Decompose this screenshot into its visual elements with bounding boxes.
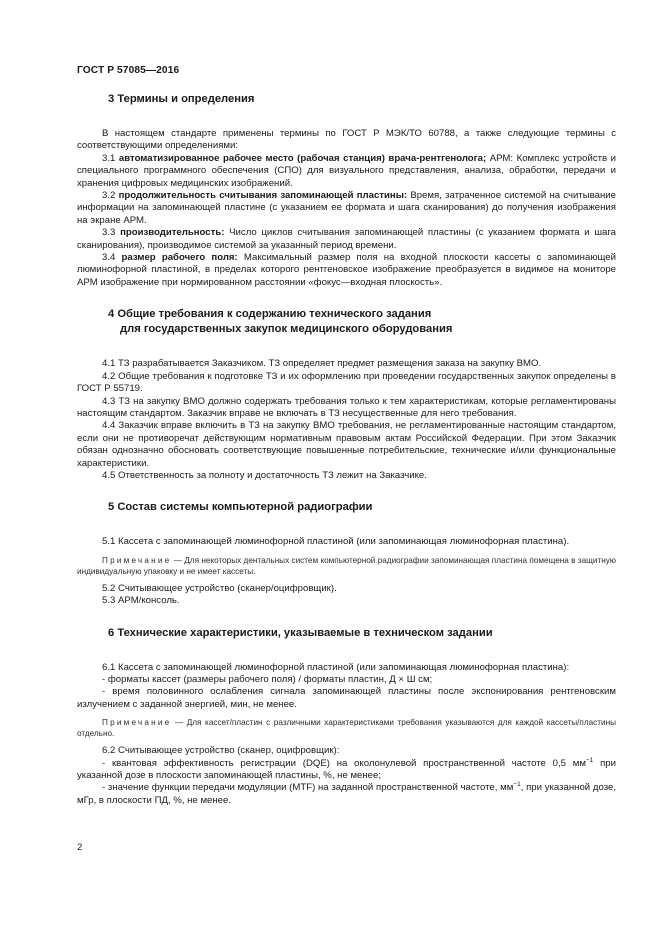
paragraph-4-3: 4.3 ТЗ на закупку ВМО должно содержать требования только к тем характеристикам, которые регламентированы настоящим стандартом. Заказчик вправе не включать в ТЗ несущественные для него требования. [77,395,616,419]
paragraph-5-3: 5.3 АРМ/консоль. [102,595,180,607]
section-5-title: 5 Состав системы компьютерной радиографии [108,501,373,514]
paragraph-4-5: 4.5 Ответственность за полноту и достаточность ТЗ лежит на Заказчике. [102,469,427,481]
list-item-6-2-mtf: - значение функции передачи модуляции (MTF) на заданной пространственной частоте, $мм^{-1}$, при указанной дозе, мГр, в плоскости ПД, %, не менее. [77,781,616,806]
paragraph-6-2: 6.2 Считывающее устройство (сканер, оцифровщик): [102,745,340,757]
page-number: 2 [77,842,83,853]
paragraph-4-1: 4.1 ТЗ разрабатывается Заказчиком. ТЗ определяет предмет размещения заказа на закупку ВМО. [102,358,542,370]
section-4-title: 4 Общие требования к содержанию технического задания для государственных закупок медицинского оборудования [108,308,453,336]
paragraph-5-1: 5.1 Кассета с запоминающей люминофорной пластиной (или запоминающая люминофорная пластина). [102,536,570,548]
paragraph-5-2: 5.2 Считывающее устройство (сканер/оцифровщик). [102,582,337,594]
paragraph-4-2: 4.2 Общие требования к подготовке ТЗ и их оформлению при проведении государственных закупок определены в ГОСТ Р 55719. [77,370,616,395]
list-item-6-1-halftime: - время половинного ослабления сигнала запоминающей пластины после экспонирования рентгеновским излучением с заданной энергией, мин, не менее. [77,686,616,710]
note-5: Примечание — Для некоторых дентальных систем компьютерной радиографии запоминающая пластина помещена в защитную индивидуальную упаковку и не имеет кассеты. [77,555,616,576]
term-3-3: 3.3 производительность: Число циклов считывания запоминающей пластины (с указанием формата и шага сканирования), производимое системой за указанный период времени. [77,227,616,251]
term-3-4: 3.4 размер рабочего поля: Максимальный размер поля на входной плоскости кассеты с запоминающей люминофорной пластиной, в пределах которого рентгеновское изображение преобразуется в видимое на мониторе АРМ изображение при нормированном расстоянии «фокус—входная плоскость». [77,252,616,288]
note-label: Примечание [102,718,172,728]
list-item-6-2-dqe: - квантовая эффективность регистрации (DQE) на околонулевой пространственной частоте 0,5 $мм^{-1}$ при указанной дозе в плоскости запоминающей пластины, %, не менее; [77,756,616,781]
section-3-title: 3 Термины и определения [108,93,255,105]
document-header: ГОСТ Р 57085—2016 [77,65,180,76]
term-3-1: 3.1 автоматизированное рабочее место (рабочая станция) врача-рентгенолога; АРМ: Комплекс устройств и специального программного обеспечения (СПО) для визуального представления, анализа, обработки, передачи и хранения цифровых медицинских изображений. [77,152,617,189]
paragraph-4-4: 4.4 Заказчик вправе включить в ТЗ на закупку ВМО требования, не регламентированные настоящим стандартом, если они не противоречат действующим нормативным правовым актам Российской Федерации. При этом Заказчик обязан однозначно обосновать соответствующие повышенные потребительские, технические и/или функциональные характеристики. [77,420,616,469]
section-3-intro: В настоящем стандарте применены термины по ГОСТ Р МЭК/ТО 60788, а также следующие термины с соответствующими определениями: [77,128,616,152]
term-3-2: 3.2 продолжительность считывания запоминающей пластины: Время, затраченное системой на считывание информации на запоминающей пластине (с указанием ее формата и шага сканирования) до получения изображения на экране АРМ. [77,190,617,226]
note-6: Примечание — Для кассет/пластин с различными характеристиками требования указываются для каждой кассеты/пластины отдельно. [77,718,616,739]
section-6-title: 6 Технические характеристики, указываемые в техническом задании [108,626,493,639]
document-body [77,92,616,807]
note-label: Примечание [102,555,172,565]
list-item-6-1-formats: - форматы кассет (размеры рабочего поля) / форматы пластин, Д × Ш см; [102,673,433,685]
paragraph-6-1: 6.1 Кассета с запоминающей люминофорной пластиной (или запоминающая люминофорная пластина): [102,661,570,673]
